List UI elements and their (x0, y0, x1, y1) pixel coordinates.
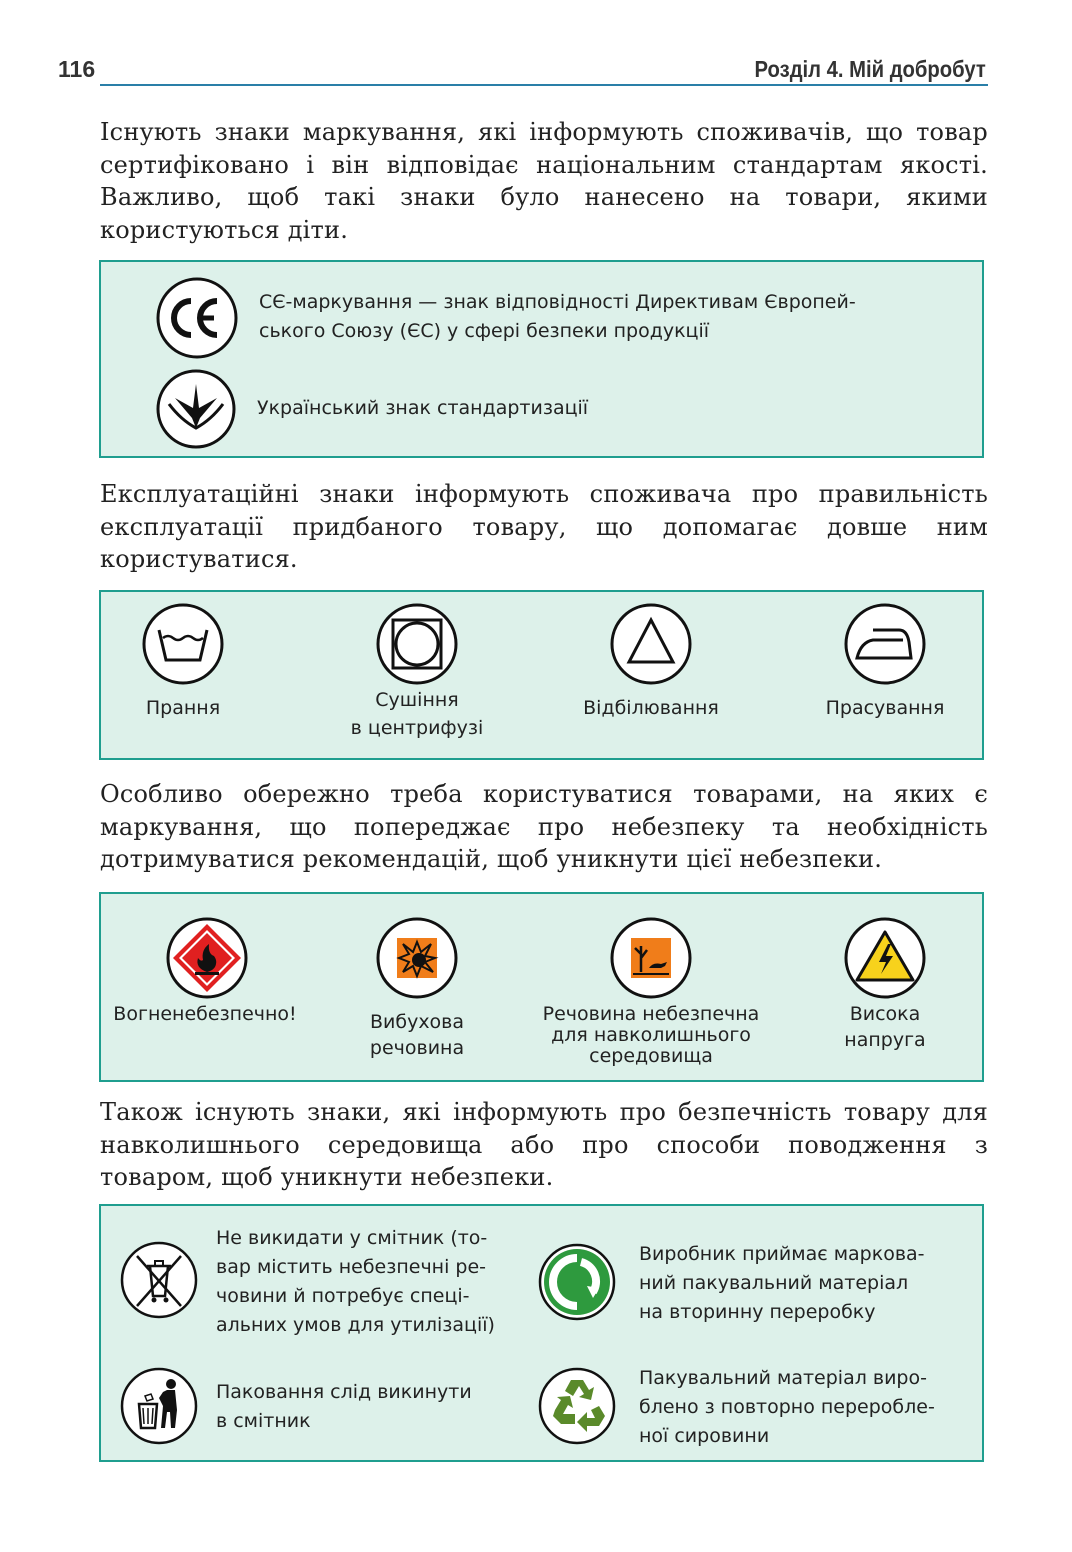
tumble-dry-icon (375, 602, 459, 686)
care-iron-label: Прасування (825, 697, 945, 719)
bin-line-2: в смітник (216, 1410, 311, 1432)
care-symbols-box (99, 590, 984, 760)
recycling-icon (537, 1366, 617, 1446)
voltage-line-1: Висока (849, 1003, 921, 1025)
green-dot-line-2: ний пакувальний матеріал (639, 1272, 909, 1294)
washing-icon (141, 602, 225, 686)
no-bin-line-2: вар містить небезпечні ре- (216, 1256, 487, 1278)
flammable-icon (165, 916, 249, 1000)
paragraph-care-intro: Експлуатаційні знаки інформують споживача про правильність експлуатації придбаного товару, що допомагає довше ним користуватися. (100, 480, 988, 573)
ironing-icon (843, 602, 927, 686)
care-dry-line-1: Сушіння (375, 689, 459, 711)
page-header (58, 52, 988, 86)
explosive-line-1: Вибухова (369, 1011, 465, 1033)
environment-hazard-label (531, 1004, 771, 1067)
ce-line-1: СЄ-маркування — знак відповідності Директивам Європей- (259, 291, 856, 313)
crossed-bin-icon (119, 1240, 199, 1320)
care-bleach-label: Відбілювання (583, 697, 719, 719)
recycled-line-2: блено з повторно переробле- (639, 1396, 935, 1418)
bleaching-icon (609, 602, 693, 686)
high-voltage-icon (843, 916, 927, 1000)
header-rule (100, 84, 988, 86)
no-bin-line-1: Не викидати у смітник (то- (216, 1227, 488, 1249)
explosive-label (337, 1010, 497, 1060)
ua-standard-mark-icon (155, 368, 237, 450)
certification-box (99, 260, 984, 458)
tidy-man-bin-icon (119, 1366, 199, 1446)
ce-line-2: ського Союзу (ЄС) у сфері безпеки продукції (259, 320, 710, 342)
recycled-line-3: ної сировини (639, 1425, 770, 1447)
env-line-1: Речовина небезпечна (542, 1003, 760, 1025)
page-number: 116 (58, 56, 96, 82)
paragraph-hazard-intro: Особливо обережно треба користуватися товарами, на яких є маркування, що попереджає про небезпеку та необхідність дотримуватися рекомендацій, щоб уникнути цієї небезпеки. (100, 780, 988, 873)
paragraph-certification-intro: Існують знаки маркування, які інформують споживачів, що товар сертифіковано і він відповідає національним стандартам якості. Важливо, щоб такі знаки було нанесено на товари, якими користуються діти. (100, 118, 988, 244)
environment-hazard-icon (609, 916, 693, 1000)
bin-line-1: Паковання слід викинути (216, 1381, 472, 1403)
green-dot-line-1: Виробник приймає маркова- (639, 1243, 925, 1265)
explosive-icon (375, 916, 459, 1000)
ua-standard-label: Український знак стандартизації (257, 397, 589, 419)
high-voltage-label (810, 1002, 960, 1052)
env-line-3: середовища (589, 1045, 713, 1067)
green-dot-line-3: на вторинну переробку (639, 1301, 876, 1323)
hazard-signs-box (99, 892, 984, 1082)
voltage-line-2: напруга (844, 1029, 926, 1051)
chapter-title: Розділ 4. Мій добробут (754, 56, 986, 82)
env-line-2: для навколишнього (551, 1024, 751, 1046)
no-bin-line-3: човини й потребує спеці- (216, 1285, 470, 1307)
care-dry-line-2: в центрифузі (350, 717, 484, 739)
eco-signs-box (99, 1204, 984, 1462)
green-dot-icon (537, 1242, 617, 1322)
flammable-label: Вогненебезпечно! (113, 1003, 297, 1025)
care-dry-label (327, 688, 507, 740)
recycled-line-1: Пакувальний матеріал виро- (639, 1367, 927, 1389)
paragraph-eco-intro: Також існують знаки, які інформують про безпечність товару для навколишнього середовища або про способи поводження з товаром, щоб уникнути небезпеки. (100, 1098, 988, 1191)
no-bin-line-4: альних умов для утилізації) (216, 1314, 495, 1336)
explosive-line-2: речовина (369, 1037, 465, 1059)
ce-mark-icon (155, 276, 239, 360)
care-wash-label: Прання (145, 697, 221, 719)
